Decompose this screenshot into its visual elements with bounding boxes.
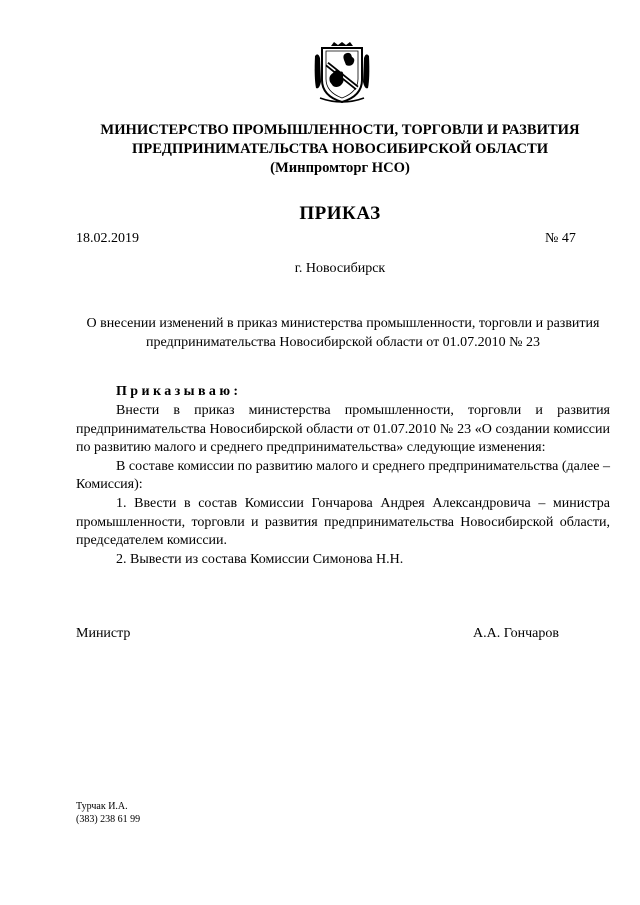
document-number: № 47 <box>545 231 576 246</box>
executor-info <box>76 800 140 826</box>
body-paragraph: 2. Вывести из состава Комиссии Симонова Н.Н. <box>116 551 404 567</box>
ministry-name-line-2: ПРЕДПРИНИМАТЕЛЬСТВА НОВОСИБИРСКОЙ ОБЛАСТИ <box>131 141 549 157</box>
executor-phone: (383) 238 61 99 <box>76 814 141 825</box>
order-word: Приказываю: <box>116 384 242 399</box>
document-body <box>76 402 610 569</box>
coat-of-arms-icon <box>314 42 370 104</box>
body-paragraph: Внести в приказ министерства промышленности, торговли и развития предпринимательства Новосибирской области от 01.07.2010 № 23 «О создании комиссии по развитию малого и среднего предпринимательства» следующие изменения: <box>76 403 610 456</box>
body-paragraph: В составе комиссии по развитию малого и среднего предпринимательства (далее – Комиссия): <box>76 458 610 493</box>
document-city: г. Новосибирск <box>294 261 386 276</box>
body-paragraph: 1. Ввести в состав Комиссии Гончарова Андрея Александровича – министра промышленности, торговли и развития предпринимательства Новосибирской области, председателем комиссии. <box>76 495 610 549</box>
executor-name: Турчак И.А. <box>76 801 128 812</box>
signer-title: Министр <box>76 626 131 641</box>
ministry-short-name: (Минпромторг НСО) <box>270 160 410 176</box>
document-date: 18.02.2019 <box>76 231 139 246</box>
ministry-header <box>40 121 640 178</box>
document-subject: О внесении изменений в приказ министерства промышленности, торговли и развития предпринимательства Новосибирской области от 01.07.2010 № 23 <box>86 316 600 350</box>
ministry-name-line-1: МИНИСТЕРСТВО ПРОМЫШЛЕННОСТИ, ТОРГОВЛИ И РАЗВИТИЯ <box>100 122 580 138</box>
document-type: ПРИКАЗ <box>299 203 381 224</box>
signer-name: А.А. Гончаров <box>473 626 559 641</box>
